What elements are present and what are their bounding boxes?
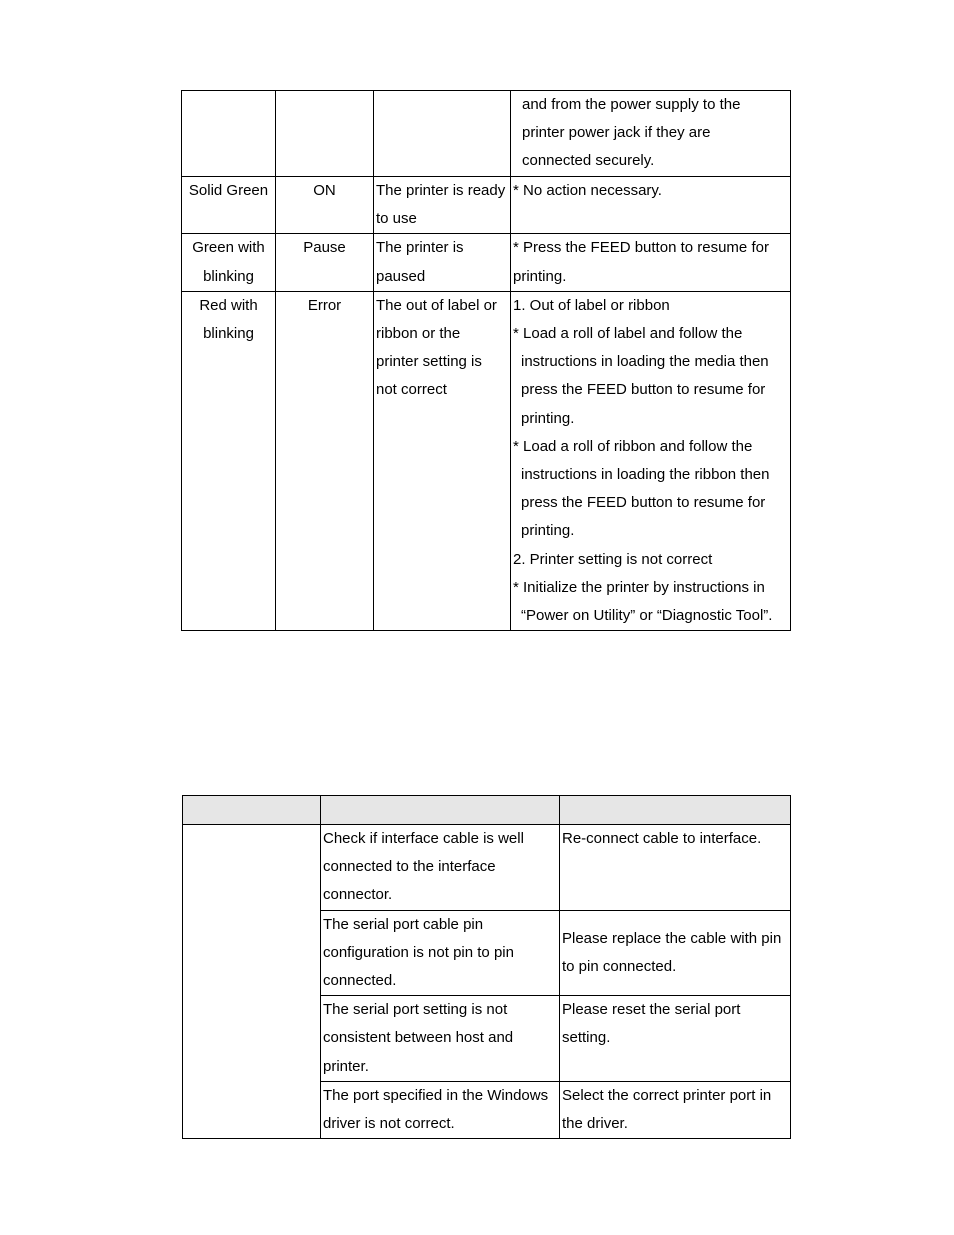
cause-line: driver is not correct. bbox=[323, 1115, 455, 1133]
indication-line: ribbon or the bbox=[376, 325, 461, 343]
recovery-line: Please replace the cable with pin bbox=[562, 929, 782, 947]
action-line: * Load a roll of ribbon and follow the bbox=[513, 437, 753, 455]
indication-cell bbox=[374, 177, 511, 234]
action-line: and from the power supply to the bbox=[522, 96, 741, 113]
indication-line: not correct bbox=[376, 381, 447, 399]
recovery-cell bbox=[560, 996, 791, 1082]
recovery-line: the driver. bbox=[562, 1115, 628, 1133]
table-header-row bbox=[183, 796, 791, 825]
cause-cell bbox=[321, 825, 560, 911]
action-line: * Press the FEED button to resume for bbox=[513, 239, 769, 257]
action-cell bbox=[511, 177, 791, 234]
header-cell bbox=[560, 796, 791, 825]
led-label: Red with bbox=[199, 296, 258, 314]
cause-line: The port specified in the Windows bbox=[323, 1086, 549, 1104]
action-line: * No action necessary. bbox=[513, 182, 662, 199]
action-line: “Power on Utility” or “Diagnostic Tool”. bbox=[521, 607, 773, 625]
cause-line: The serial port cable pin bbox=[323, 915, 484, 933]
action-line: connected securely. bbox=[522, 152, 655, 170]
action-line: printer power jack if they are bbox=[522, 124, 711, 142]
problem-cell bbox=[183, 825, 321, 1139]
indication-cell bbox=[374, 91, 511, 177]
cause-cell bbox=[321, 1081, 560, 1138]
recovery-line: Please reset the serial port bbox=[562, 1001, 741, 1019]
led-label: blinking bbox=[203, 267, 254, 285]
header-cell bbox=[321, 796, 560, 825]
table-row bbox=[182, 177, 791, 234]
action-cell bbox=[511, 234, 791, 291]
interface-troubleshooting-table bbox=[182, 795, 791, 1139]
recovery-cell bbox=[560, 825, 791, 911]
recovery-cell bbox=[560, 910, 791, 996]
action-line: printing. bbox=[521, 522, 575, 540]
table-row bbox=[182, 291, 791, 630]
action-line: printing. bbox=[513, 267, 567, 285]
cause-line: connected. bbox=[323, 972, 397, 990]
indication-line: The printer is ready bbox=[376, 182, 506, 199]
cause-cell bbox=[321, 996, 560, 1082]
action-line: instructions in loading the ribbon then bbox=[521, 466, 770, 484]
action-line: press the FEED button to resume for bbox=[521, 381, 766, 399]
cause-line: configuration is not pin to pin bbox=[323, 943, 514, 961]
action-line: * Initialize the printer by instructions in bbox=[513, 578, 765, 596]
cause-line: Check if interface cable is well bbox=[323, 830, 524, 847]
table-row bbox=[182, 234, 791, 291]
indication-line: paused bbox=[376, 267, 426, 285]
cause-line: connector. bbox=[323, 886, 393, 904]
recovery-line: to pin connected. bbox=[562, 957, 677, 975]
indication-line: to use bbox=[376, 210, 417, 228]
table-row bbox=[182, 91, 791, 177]
status-cell bbox=[276, 91, 374, 177]
action-line: * Load a roll of label and follow the bbox=[513, 325, 743, 343]
action-line: press the FEED button to resume for bbox=[521, 494, 766, 512]
cause-line: The serial port setting is not bbox=[323, 1001, 508, 1019]
led-label: Solid Green bbox=[188, 182, 269, 199]
led-cell bbox=[182, 91, 276, 177]
status-cell bbox=[276, 291, 374, 630]
led-cell bbox=[182, 177, 276, 234]
recovery-line: Re-connect cable to interface. bbox=[562, 830, 762, 847]
action-line: instructions in loading the media then bbox=[521, 353, 769, 371]
recovery-line: Select the correct printer port in bbox=[562, 1086, 772, 1104]
indication-line: printer setting is bbox=[376, 353, 482, 371]
cause-cell bbox=[321, 910, 560, 996]
action-line: printing. bbox=[521, 409, 575, 427]
status-label: ON bbox=[313, 182, 336, 199]
indication-cell bbox=[374, 291, 511, 630]
action-cell bbox=[511, 291, 791, 630]
action-line: 2. Printer setting is not correct bbox=[513, 550, 713, 568]
table-row bbox=[183, 825, 791, 911]
led-label: Green with bbox=[192, 239, 265, 257]
cause-line: consistent between host and bbox=[323, 1029, 514, 1047]
indication-line: The printer is bbox=[376, 239, 464, 257]
action-cell bbox=[511, 91, 791, 177]
cause-line: printer. bbox=[323, 1057, 369, 1075]
led-cell bbox=[182, 291, 276, 630]
status-cell bbox=[276, 234, 374, 291]
action-line: 1. Out of label or ribbon bbox=[513, 296, 670, 314]
led-label: blinking bbox=[203, 325, 254, 343]
led-status-table bbox=[181, 90, 791, 631]
indication-line: The out of label or bbox=[376, 296, 497, 314]
status-label: Pause bbox=[303, 239, 346, 257]
status-cell bbox=[276, 177, 374, 234]
status-label: Error bbox=[307, 296, 342, 314]
recovery-cell bbox=[560, 1081, 791, 1138]
header-cell bbox=[183, 796, 321, 825]
recovery-line: setting. bbox=[562, 1029, 611, 1047]
cause-line: connected to the interface bbox=[323, 858, 496, 876]
indication-cell bbox=[374, 234, 511, 291]
led-cell bbox=[182, 234, 276, 291]
